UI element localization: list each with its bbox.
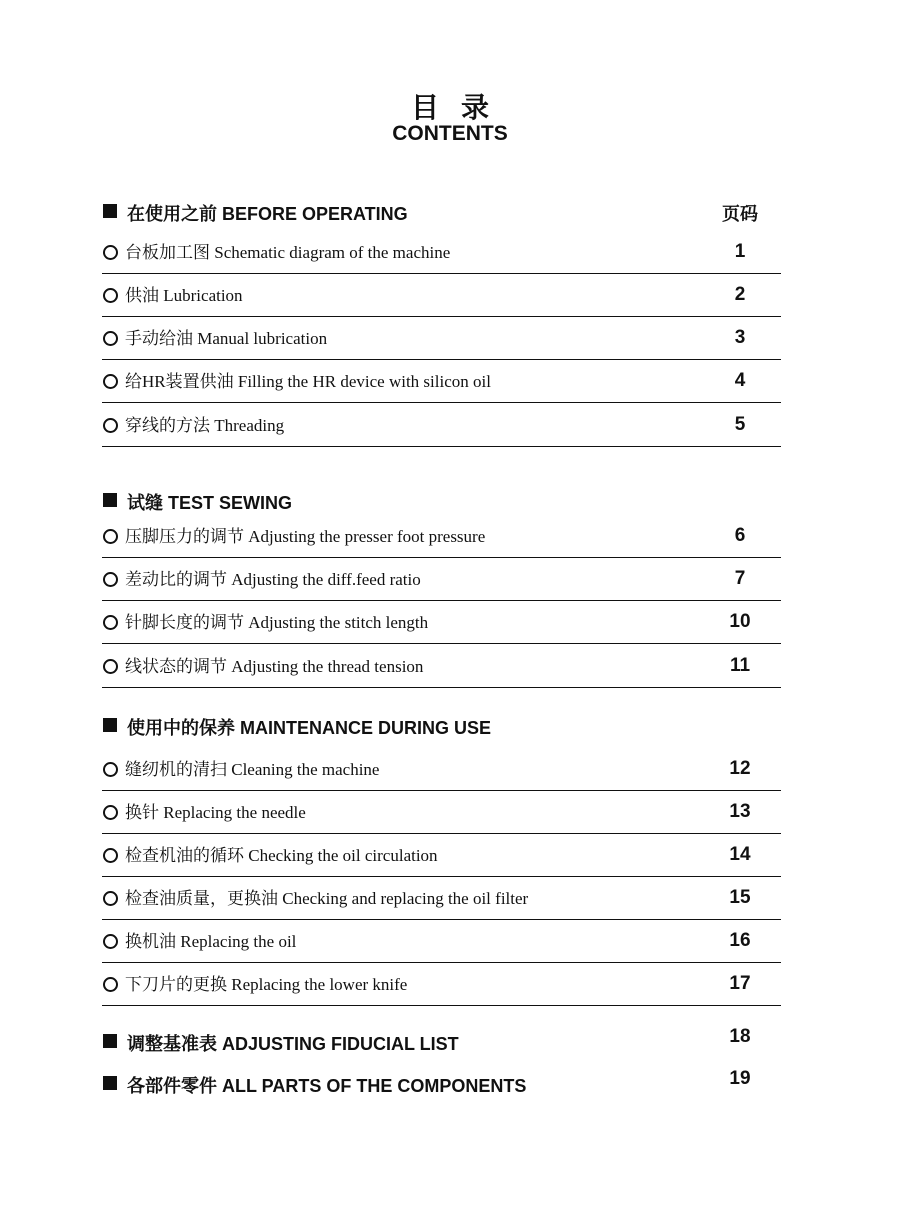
circle-bullet-icon <box>103 977 118 992</box>
toc-entry[interactable] <box>102 844 781 877</box>
circle-bullet-icon <box>103 615 118 630</box>
toc-entry[interactable] <box>102 414 781 447</box>
section-heading-before-operating <box>103 200 783 224</box>
toc-entry-page: 13 <box>729 801 751 822</box>
section-page: 18 <box>729 1026 751 1047</box>
toc-entry-label: 供油 Lubrication <box>125 286 243 305</box>
toc-entry[interactable] <box>102 887 781 920</box>
toc-entry-label: 检查油质量，更换油 Checking and replacing the oil filter <box>125 889 529 908</box>
circle-bullet-icon <box>103 374 118 389</box>
toc-entry-page: 1 <box>734 241 746 262</box>
toc-entry-label: 检查机油的循环 Checking the oil circulation <box>125 846 438 865</box>
toc-entry[interactable] <box>102 973 781 1006</box>
circle-bullet-icon <box>103 245 118 260</box>
toc-entry-page: 11 <box>729 655 751 676</box>
toc-entry-label: 手动给油 Manual lubrication <box>125 329 328 348</box>
square-bullet-icon <box>103 204 117 218</box>
toc-entry-label: 台板加工图 Schematic diagram of the machine <box>125 243 451 262</box>
toc-entry[interactable] <box>102 568 781 601</box>
section-heading-test-sewing <box>103 489 783 513</box>
toc-entry-page: 2 <box>734 284 746 305</box>
toc-entry-label: 换机油 Replacing the oil <box>125 932 297 951</box>
circle-bullet-icon <box>103 805 118 820</box>
page-column-label: 页码 <box>722 204 758 225</box>
circle-bullet-icon <box>103 418 118 433</box>
toc-entry-label: 线状态的调节 Adjusting the thread tension <box>125 657 424 676</box>
toc-entry-page: 15 <box>729 887 751 908</box>
square-bullet-icon <box>103 1076 117 1090</box>
section-title: 使用中的保养 MAINTENANCE DURING USE <box>127 718 492 738</box>
toc-entry-label: 给HR装置供油 Filling the HR device with silicon oil <box>125 372 491 391</box>
circle-bullet-icon <box>103 572 118 587</box>
toc-entry-label: 针脚长度的调节 Adjusting the stitch length <box>125 613 429 632</box>
circle-bullet-icon <box>103 529 118 544</box>
circle-bullet-icon <box>103 848 118 863</box>
toc-entry[interactable] <box>102 370 781 403</box>
toc-entry[interactable] <box>102 611 781 644</box>
toc-entry[interactable] <box>102 801 781 834</box>
toc-entry-label: 穿线的方法 Threading <box>125 416 285 435</box>
circle-bullet-icon <box>103 659 118 674</box>
toc-entry-page: 7 <box>734 568 746 589</box>
toc-entry[interactable] <box>102 284 781 317</box>
toc-entry-page: 5 <box>734 414 746 435</box>
toc-entry-page: 10 <box>729 611 751 632</box>
toc-entry[interactable] <box>102 930 781 963</box>
square-bullet-icon <box>103 1034 117 1048</box>
toc-entry-label: 差动比的调节 Adjusting the diff.feed ratio <box>125 570 421 589</box>
toc-entry-page: 3 <box>734 327 746 348</box>
toc-entry-label: 换针 Replacing the needle <box>125 803 306 822</box>
section-title: 在使用之前 BEFORE OPERATING <box>127 204 408 224</box>
section-heading-fiducial-list[interactable] <box>103 1026 783 1054</box>
toc-entry-page: 16 <box>729 930 751 951</box>
square-bullet-icon <box>103 718 117 732</box>
toc-entry-page: 4 <box>734 370 746 391</box>
toc-entry-page: 12 <box>729 758 751 779</box>
section-title: 各部件零件 ALL PARTS OF THE COMPONENTS <box>127 1076 527 1096</box>
title-english: CONTENTS <box>392 122 508 145</box>
circle-bullet-icon <box>103 891 118 906</box>
toc-entry[interactable] <box>102 758 781 791</box>
section-title: 试缝 TEST SEWING <box>127 493 293 513</box>
toc-entry[interactable] <box>102 525 781 558</box>
section-heading-maintenance <box>103 714 783 738</box>
circle-bullet-icon <box>103 331 118 346</box>
section-heading-all-parts[interactable] <box>103 1068 783 1096</box>
toc-entry-page: 17 <box>729 973 751 994</box>
toc-entry-page: 14 <box>729 844 751 865</box>
toc-entry[interactable] <box>102 655 781 688</box>
toc-entry[interactable] <box>102 327 781 360</box>
title-chinese: 目录 <box>410 91 511 124</box>
toc-entry-label: 压脚压力的调节 Adjusting the presser foot pressure <box>125 527 486 546</box>
toc-entry-label: 缝纫机的清扫 Cleaning the machine <box>125 760 380 779</box>
toc-entry-page: 6 <box>734 525 746 546</box>
square-bullet-icon <box>103 493 117 507</box>
circle-bullet-icon <box>103 288 118 303</box>
circle-bullet-icon <box>103 762 118 777</box>
section-title: 调整基准表 ADJUSTING FIDUCIAL LIST <box>127 1034 459 1054</box>
circle-bullet-icon <box>103 934 118 949</box>
toc-entry-label: 下刀片的更换 Replacing the lower knife <box>125 975 408 994</box>
section-page: 19 <box>729 1068 751 1089</box>
toc-entry[interactable] <box>102 241 781 274</box>
